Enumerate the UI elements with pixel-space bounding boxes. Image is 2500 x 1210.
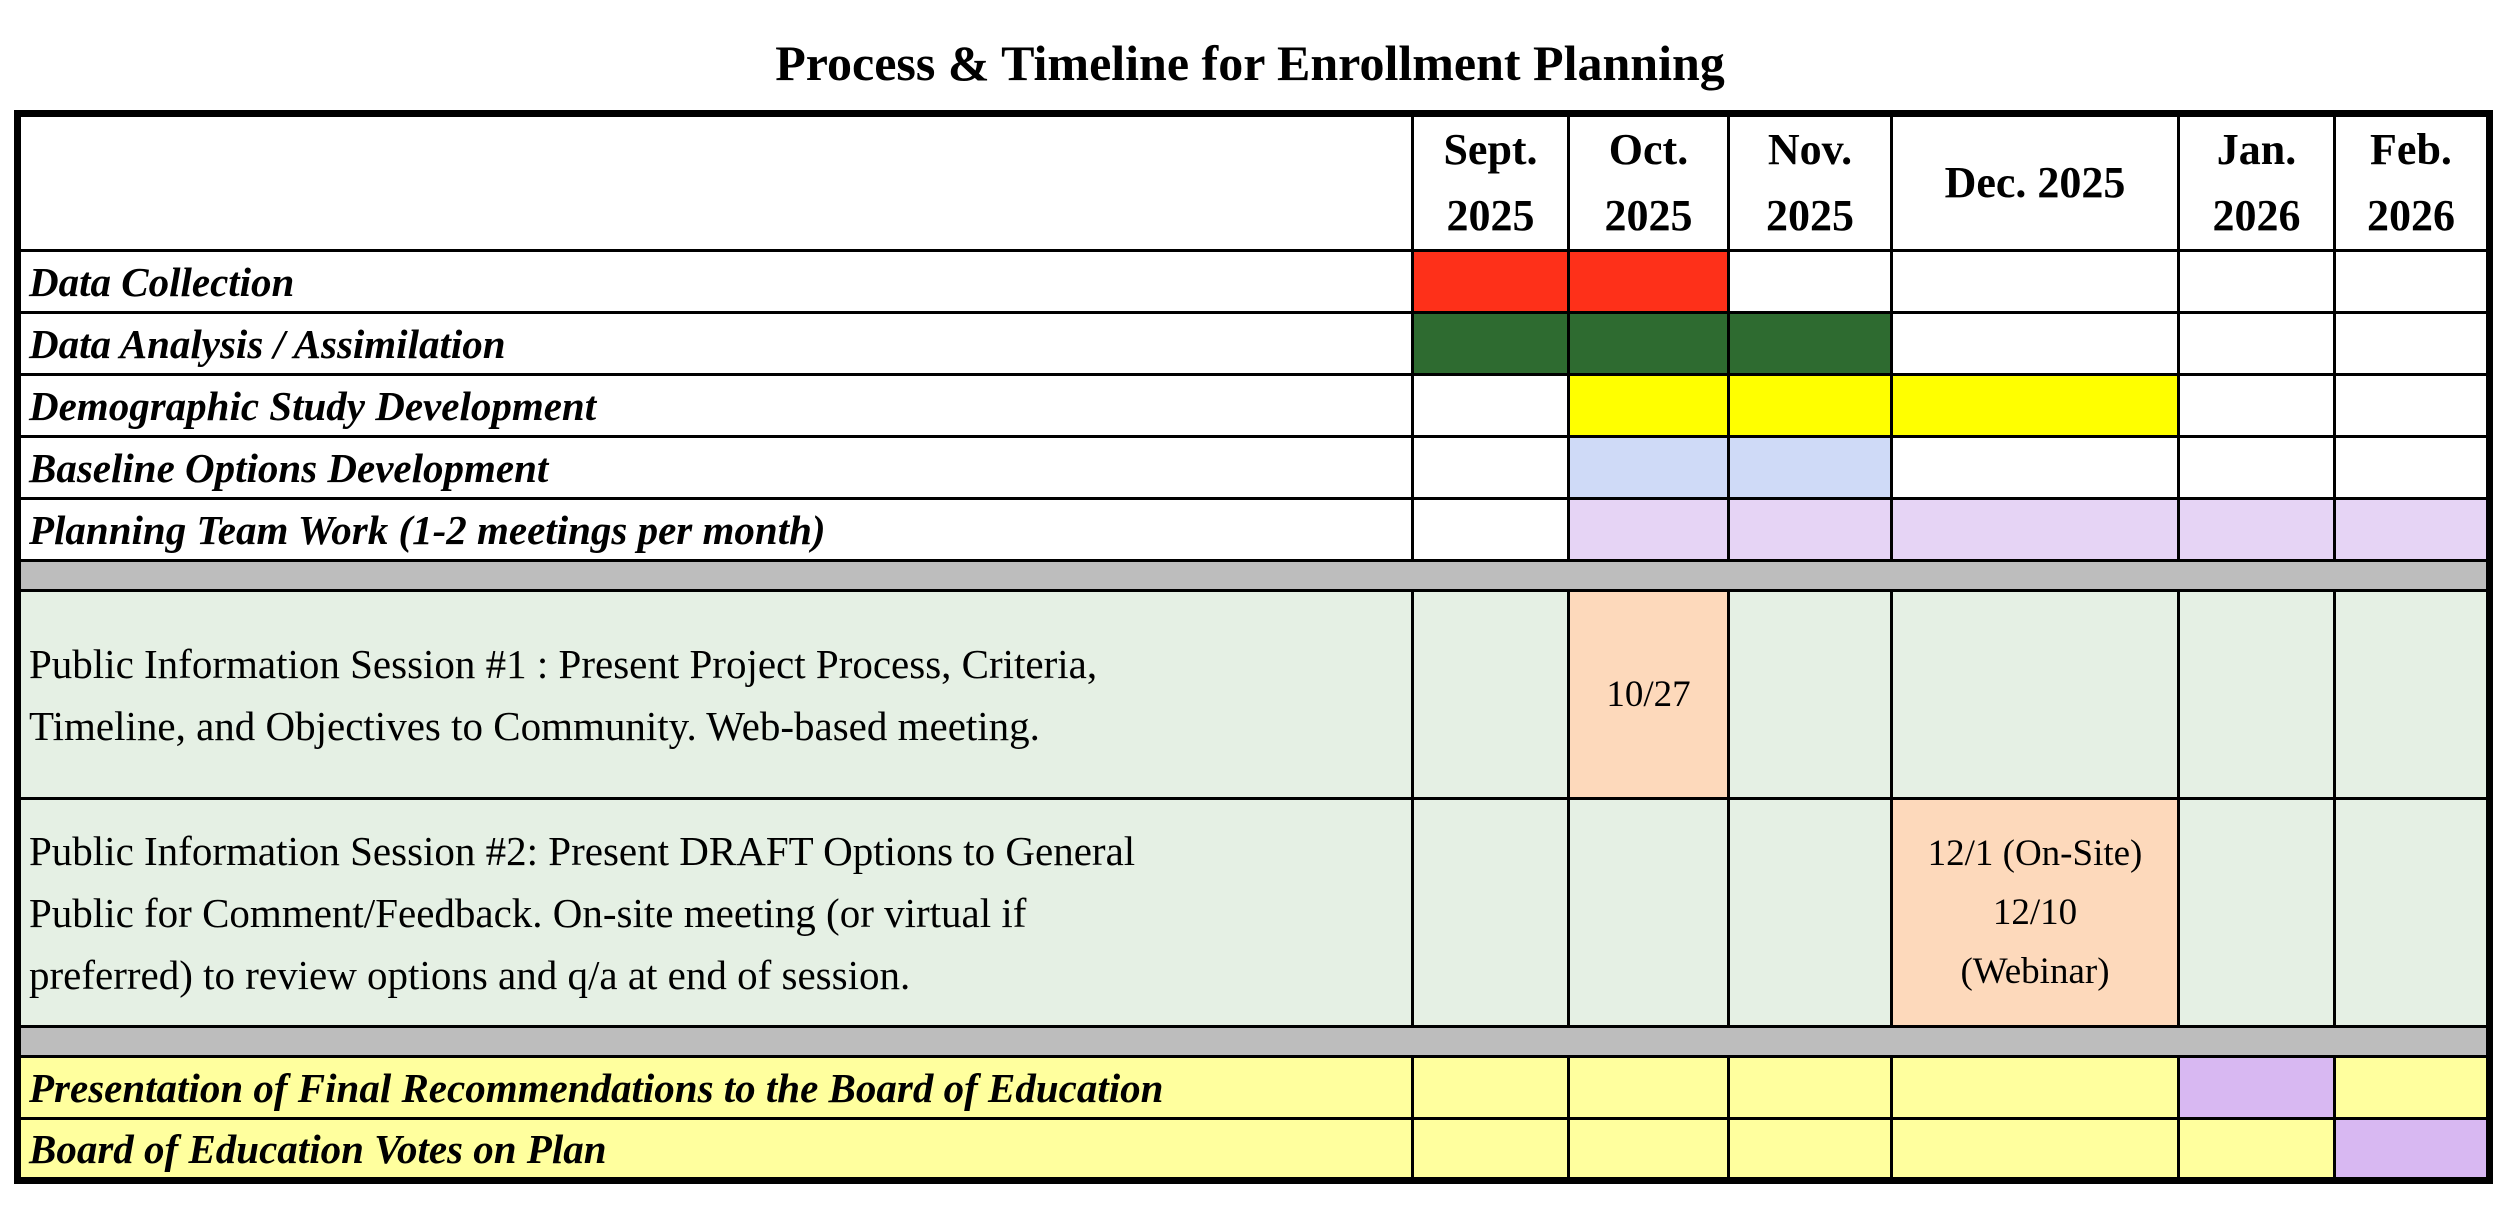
timeline-cell <box>1413 499 1569 561</box>
timeline-cell <box>1413 375 1569 437</box>
month-header-line: Sept. <box>1443 125 1538 174</box>
month-header-cell <box>1569 114 1729 251</box>
timeline-cell <box>1892 1057 2179 1119</box>
timeline-cell <box>1729 313 1892 375</box>
session-cell <box>1892 799 2179 1027</box>
board-row <box>18 1119 2490 1181</box>
session-cell <box>1413 591 1569 799</box>
session-label-line: Timeline, and Objectives to Community. Web-based meeting. <box>29 702 1040 749</box>
task-row <box>18 313 2490 375</box>
timeline-cell <box>1892 1119 2179 1181</box>
task-row-label: Data Collection <box>18 251 1413 313</box>
session-date-text: (Webinar) <box>1960 951 2110 992</box>
session-cell <box>2179 799 2335 1027</box>
session-cell <box>1729 591 1892 799</box>
spacer-cell <box>18 1027 2490 1057</box>
timeline-cell <box>1413 251 1569 313</box>
month-header-cell <box>2179 114 2335 251</box>
timeline-cell <box>2179 499 2335 561</box>
spacer-cell <box>18 561 2490 591</box>
task-row <box>18 437 2490 499</box>
month-header-line: Nov. <box>1767 125 1853 174</box>
timeline-cell <box>1892 499 2179 561</box>
month-header-line: Feb. <box>2370 125 2452 174</box>
timeline-cell <box>1729 437 1892 499</box>
task-row-label: Demographic Study Development <box>18 375 1413 437</box>
timeline-cell <box>1729 499 1892 561</box>
timeline-cell <box>1892 313 2179 375</box>
month-header-line: Dec. 2025 <box>1944 158 2126 207</box>
timeline-cell <box>1569 251 1729 313</box>
spacer-row <box>18 1027 2490 1057</box>
month-header-cell <box>1892 114 2179 251</box>
month-header-line: 2026 <box>2212 191 2301 240</box>
session-label-line: Public Information Session #1 : Present Project Process, Criteria, <box>29 640 1098 687</box>
month-header-line: Jan. <box>2216 125 2297 174</box>
session-label-line: Public for Comment/Feedback. On-site meeting (or virtual if <box>29 889 1027 936</box>
session-label-line: Public Information Session #2: Present DRAFT Options to General <box>29 827 1136 874</box>
timeline-cell <box>1729 1119 1892 1181</box>
timeline-cell <box>2335 313 2490 375</box>
page-title: Process & Timeline for Enrollment Planning <box>775 35 1725 91</box>
timeline-cell <box>1569 313 1729 375</box>
timeline-cell <box>1569 375 1729 437</box>
timeline-cell <box>2179 437 2335 499</box>
session-cell <box>2179 591 2335 799</box>
timeline-cell <box>1413 1119 1569 1181</box>
month-header-cell <box>1413 114 1569 251</box>
spacer-row <box>18 561 2490 591</box>
session-date-text: 10/27 <box>1606 674 1691 715</box>
board-row <box>18 1057 2490 1119</box>
board-row-label: Board of Education Votes on Plan <box>18 1119 1413 1181</box>
session-row <box>18 799 2490 1027</box>
month-header-line: 2025 <box>1604 191 1693 240</box>
month-header-line: 2025 <box>1766 191 1854 240</box>
timeline-cell <box>1413 437 1569 499</box>
table-body <box>18 114 2490 1181</box>
session-cell <box>2335 799 2490 1027</box>
timeline-cell <box>1892 437 2179 499</box>
timeline-cell <box>1569 1057 1729 1119</box>
session-cell <box>1569 591 1729 799</box>
timeline-cell <box>1569 499 1729 561</box>
month-header-line: 2026 <box>2367 191 2455 240</box>
session-cell <box>1892 591 2179 799</box>
month-header-line: 2025 <box>1446 191 1535 240</box>
timeline-cell <box>1413 313 1569 375</box>
timeline-cell <box>1892 251 2179 313</box>
task-row <box>18 251 2490 313</box>
session-cell <box>1569 799 1729 1027</box>
month-header-line: Oct. <box>1608 125 1689 174</box>
board-row-label: Presentation of Final Recommendations to the Board of Education <box>18 1057 1413 1119</box>
task-row <box>18 375 2490 437</box>
header-row <box>18 114 2490 251</box>
timeline-cell <box>2335 375 2490 437</box>
task-row-label: Data Analysis / Assimilation <box>18 313 1413 375</box>
session-date-text: 12/10 <box>1992 892 2078 933</box>
session-row <box>18 591 2490 799</box>
timeline-cell <box>1413 1057 1569 1119</box>
header-blank-cell <box>18 114 1413 251</box>
session-label-line: preferred) to review options and q/a at end of session. <box>29 951 911 998</box>
timeline-cell <box>2335 437 2490 499</box>
timeline-cell <box>2335 1057 2490 1119</box>
session-label <box>18 591 1413 799</box>
timeline-cell <box>2335 499 2490 561</box>
session-date-text: 12/1 (On-Site) <box>1927 833 2143 874</box>
timeline-cell <box>1569 1119 1729 1181</box>
session-cell <box>1413 799 1569 1027</box>
timeline-cell <box>1729 1057 1892 1119</box>
task-row-label: Planning Team Work (1-2 meetings per month) <box>18 499 1413 561</box>
timeline-cell <box>1892 375 2179 437</box>
task-row-label: Baseline Options Development <box>18 437 1413 499</box>
month-header-cell <box>2335 114 2490 251</box>
timeline-cell <box>1569 437 1729 499</box>
month-header-cell <box>1729 114 1892 251</box>
session-cell <box>1729 799 1892 1027</box>
session-cell <box>2335 591 2490 799</box>
task-row <box>18 499 2490 561</box>
timeline-cell <box>2179 375 2335 437</box>
timeline-table <box>14 110 2493 1184</box>
timeline-cell <box>2179 251 2335 313</box>
timeline-cell <box>2335 251 2490 313</box>
timeline-cell <box>2335 1119 2490 1181</box>
timeline-cell <box>2179 1057 2335 1119</box>
timeline-cell <box>1729 375 1892 437</box>
timeline-cell <box>2179 1119 2335 1181</box>
timeline-cell <box>2179 313 2335 375</box>
timeline-cell <box>1729 251 1892 313</box>
session-label <box>18 799 1413 1027</box>
